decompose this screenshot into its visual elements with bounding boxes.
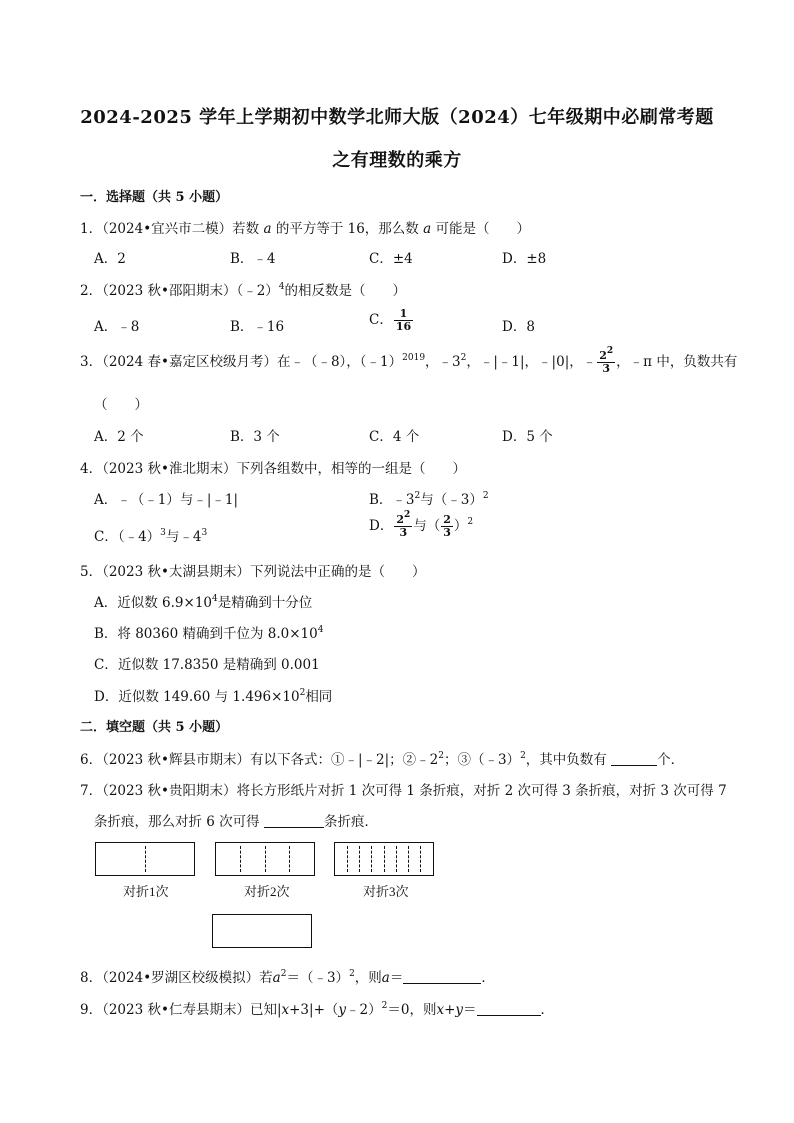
q3-stem-b: ，﹣3 — [425, 354, 461, 370]
q2-option-c-label: C． — [369, 312, 393, 328]
question-5-stem: 5．（2023 秋•太湖县期末）下列说法中正确的是（ ） — [80, 564, 426, 580]
question-9-stem — [80, 998, 554, 1018]
q5-d-a: D．近似数 149.60 与 1.496×10 — [94, 689, 300, 705]
q4-b-e2: 2 — [482, 491, 489, 501]
q9-stem-b: +3|+（ — [289, 1002, 339, 1018]
q4-d-n1: 2 — [396, 513, 404, 526]
question-3-stem — [80, 346, 738, 375]
q3-stem-a: 3．（2024 春•嘉定区校级月考）在﹣（﹣8），（﹣1） — [80, 354, 403, 370]
q7-answer-blank — [264, 815, 324, 828]
q9-sum: x+y — [436, 1002, 464, 1018]
q6-stem-d: 个． — [657, 752, 685, 768]
q9-answer-blank — [477, 1003, 541, 1016]
q5-option-a — [94, 591, 312, 611]
q2-exp: 4 — [278, 282, 285, 292]
fold-3-crease — [359, 846, 360, 872]
section-heading-fill: 二．填空题（共 5 小题） — [80, 720, 229, 735]
fold-2-caption: 对折2次 — [244, 884, 290, 899]
q8-answer-blank — [403, 971, 481, 984]
q3-frac-den: 3 — [602, 362, 611, 375]
q6-exp2: 2 — [520, 751, 526, 761]
q2-frac-den: 16 — [395, 320, 412, 333]
q2-frac-num: 1 — [394, 308, 413, 321]
q5-option-b — [94, 622, 323, 642]
fold-3-rectangle — [334, 842, 434, 876]
q5-d-e: 2 — [299, 688, 306, 698]
fold-3-crease — [420, 846, 421, 872]
q3-stem-d: ，﹣π 中，负数共有 — [616, 354, 738, 370]
section-heading-choice: 一．选择题（共 5 小题） — [80, 190, 229, 205]
q8-stem-a: 8．（2024•罗湖区校级模拟）若 — [80, 970, 273, 986]
fold-2-rectangle — [215, 842, 315, 876]
q7-line2-a: 条折痕，那么对折 6 次可得 — [94, 814, 260, 830]
q8-exp2: 2 — [349, 969, 355, 979]
q5-b-e: 4 — [317, 625, 324, 635]
q3-frac-num-base: 2 — [599, 349, 607, 362]
q3-fraction — [597, 346, 615, 375]
q6-exp1: 2 — [438, 751, 444, 761]
question-7-line1: 7．（2023 秋•贵阳期末）将长方形纸片对折 1 次可得 1 条折痕，对折 2 次可得 3 条折痕，对折 3 次可得 7 — [80, 783, 727, 799]
q5-a-e: 4 — [212, 594, 218, 604]
q4-d-frac2-num: 2 — [443, 513, 451, 526]
q9-stem-a: 9．（2023 秋•仁寿县期末）已知| — [80, 1002, 282, 1018]
q8-stem-c: ，则 — [354, 970, 382, 986]
q4-option-c — [94, 525, 207, 545]
q9-stem-c: ﹣2） — [346, 1002, 382, 1018]
q4-c-e1: 3 — [160, 528, 166, 538]
fold-3-crease — [371, 846, 372, 872]
q3-option-d: D．5 个 — [502, 429, 553, 445]
q4-c-b: 与﹣4 — [165, 529, 202, 545]
q9-var-y: y — [338, 1002, 347, 1018]
q1-option-c: C．±4 — [369, 251, 413, 267]
q5-d-b: 相同 — [305, 689, 333, 705]
empty-answer-rectangle — [212, 914, 312, 948]
q2-option-b: B．﹣16 — [230, 319, 285, 335]
q8-stem-b: ＝（﹣3） — [286, 970, 350, 986]
question-6-stem — [80, 748, 684, 768]
q1-stem-b: 的平方等于 16，那么数 — [275, 221, 419, 237]
q4-c-a: C．（﹣4） — [94, 529, 161, 545]
q5-a-a: A．近似数 6.9×10 — [94, 595, 212, 611]
q4-d-label: D． — [369, 518, 394, 534]
q4-d-mid: 与（ — [413, 518, 441, 534]
q6-stem-b: ；③（﹣3） — [443, 752, 521, 768]
q1-stem-c: 可能是（ ） — [435, 221, 530, 237]
q4-d-exp: 2 — [467, 517, 474, 527]
fold-1-rectangle — [95, 842, 195, 876]
question-4-stem: 4．（2023 秋•淮北期末）下列各组数中，相等的一组是（ ） — [80, 461, 466, 477]
q1-var-2: a — [423, 221, 432, 237]
q8-end: ． — [481, 970, 495, 986]
fold-3-caption: 对折3次 — [363, 884, 409, 899]
q8-var: a — [272, 970, 281, 986]
fold-2-crease — [240, 846, 241, 872]
q4-option-a: A．﹣（﹣1）与﹣|﹣1| — [94, 492, 239, 508]
q5-a-b: 是精确到十分位 — [217, 595, 313, 611]
q4-option-d — [369, 510, 474, 539]
q1-var: a — [263, 221, 272, 237]
q2-stem-a: 2．（2023 秋•邵阳期末）（﹣2） — [80, 283, 279, 299]
q6-stem-c: ，其中负数有 — [525, 752, 607, 768]
q4-c-e2: 3 — [201, 528, 208, 538]
q4-d-frac1 — [394, 510, 412, 539]
q5-b-a: B．将 80360 精确到千位为 8.0×10 — [94, 626, 318, 642]
q2-option-c-fraction — [394, 308, 413, 333]
q1-stem-a: 1．（2024•宜兴市二模）若数 — [80, 221, 260, 237]
q4-d-frac1-den: 3 — [399, 526, 408, 539]
q3-option-c: C．4 个 — [369, 429, 420, 445]
fold-3-crease — [384, 846, 385, 872]
fold-3-crease — [408, 846, 409, 872]
q7-line2-b: 条折痕． — [323, 814, 378, 830]
q5-option-d — [94, 685, 332, 705]
q5-option-c: C．近似数 17.8350 是精确到 0.001 — [94, 657, 320, 673]
q4-b-a: B．﹣3 — [369, 492, 415, 508]
q3-exp2: 2 — [460, 353, 467, 363]
question-1-stem — [80, 217, 530, 237]
q4-b-e1: 2 — [414, 491, 421, 501]
q1-option-a: A．2 — [94, 251, 126, 267]
q1-option-b: B．﹣4 — [230, 251, 276, 267]
q9-exp: 2 — [381, 1001, 388, 1011]
q4-option-b — [369, 488, 489, 508]
page-title-line1: 2024-2025 学年上学期初中数学北师大版（2024）七年级期中必刷常考题 — [80, 107, 714, 128]
q3-exp1: 2019 — [402, 353, 426, 363]
fold-2-crease — [289, 846, 290, 872]
q9-end: ． — [540, 1002, 555, 1018]
q4-b-b: 与（﹣3） — [420, 492, 483, 508]
question-2-stem — [80, 279, 406, 299]
q2-option-c — [369, 308, 414, 333]
q9-stem-e: ＝ — [463, 1002, 477, 1018]
fold-3-crease — [347, 846, 348, 872]
q8-stem-d: ＝ — [389, 970, 404, 986]
fold-3-crease — [396, 846, 397, 872]
q6-answer-blank — [611, 753, 657, 766]
q4-d-end: ） — [453, 518, 468, 534]
q6-stem-a: 6．（2023 秋•辉县市期末）有以下各式：①﹣|﹣2|；②﹣2 — [80, 752, 439, 768]
q3-stem-continuation: （ ） — [94, 397, 148, 413]
q8-var-2: a — [381, 970, 390, 986]
q3-frac-num-exp: 2 — [606, 346, 614, 356]
q9-stem-d: ＝0，则 — [387, 1002, 437, 1018]
fold-1-caption: 对折1次 — [123, 884, 169, 899]
q9-var-x: x — [281, 1002, 290, 1018]
q8-exp1: 2 — [280, 969, 287, 979]
q4-d-n1e: 2 — [403, 510, 411, 520]
q1-option-d: D．±8 — [502, 251, 547, 267]
question-7-line2 — [94, 810, 378, 830]
q3-stem-c: ，﹣|﹣1|，﹣|0|，﹣ — [466, 354, 597, 370]
q4-d-frac2 — [441, 514, 453, 539]
q3-option-b: B．3 个 — [230, 429, 280, 445]
q2-option-d: D．8 — [502, 319, 535, 335]
q3-option-a: A．2 个 — [94, 429, 144, 445]
fold-1-crease — [145, 846, 146, 872]
q2-stem-b: 的相反数是（ ） — [284, 283, 407, 299]
fold-2-crease — [265, 846, 266, 872]
q4-d-frac2-den: 3 — [443, 526, 451, 539]
question-8-stem — [80, 966, 495, 986]
page-title-line2: 之有理数的乘方 — [332, 150, 462, 171]
q2-option-a: A．﹣8 — [94, 319, 140, 335]
